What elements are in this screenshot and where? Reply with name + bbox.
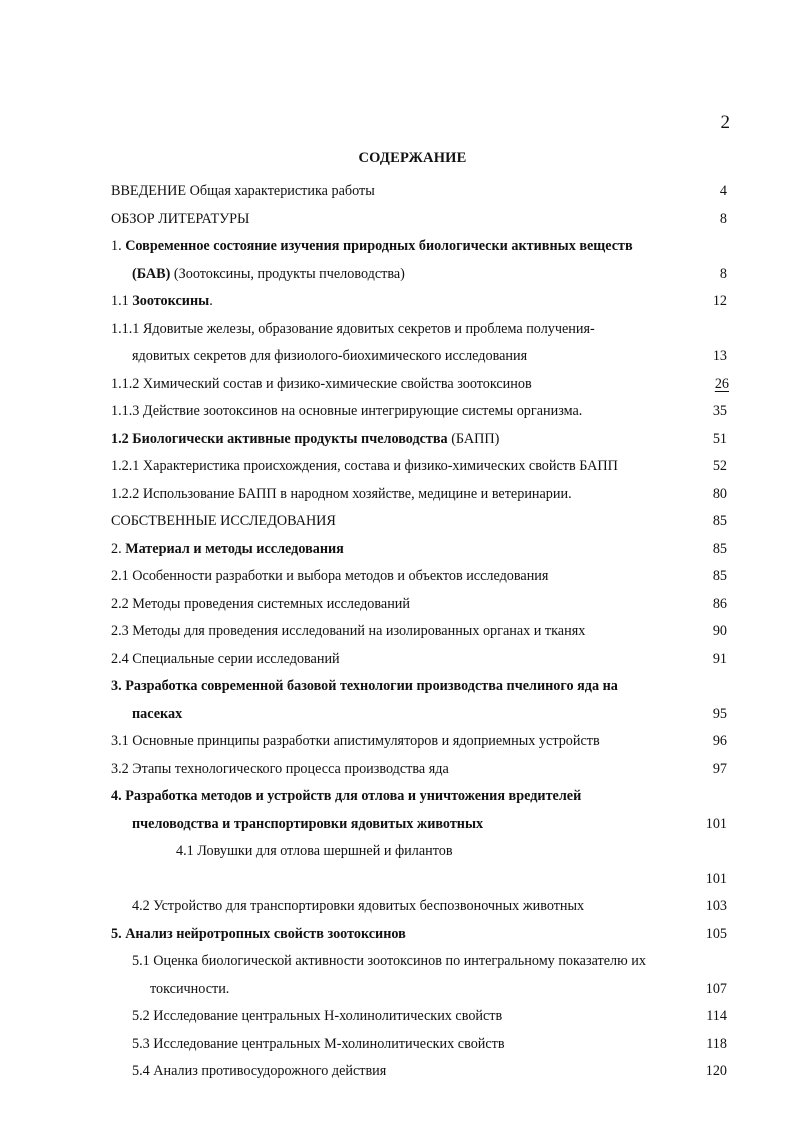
toc-entry-text: ОБЗОР ЛИТЕРАТУРЫ xyxy=(111,210,250,227)
toc-entry-chapter-4 xyxy=(0,783,793,811)
toc-entry-text: 4.2 Устройство для транспортировки ядовитых беспозвоночных животных xyxy=(132,898,585,914)
toc-entry-chapter-1-cont xyxy=(0,261,793,289)
toc-entry-4-2 xyxy=(0,893,793,921)
page-title: СОДЕРЖАНИЕ xyxy=(358,150,467,166)
toc-entry-page: 8 xyxy=(719,265,727,282)
toc-entry-text: 1.2.1 Характеристика происхождения, состава и физико-химических свойств БАПП xyxy=(111,458,618,474)
toc-entry-1-1 xyxy=(0,288,793,316)
toc-entry-2-4 xyxy=(0,646,793,674)
toc-entry-text: 5.4 Анализ противосудорожного действия xyxy=(132,1063,387,1079)
toc-entry-page: 8 xyxy=(719,210,727,227)
toc-entry-text xyxy=(111,536,344,564)
toc-entry-5-1-cont xyxy=(0,976,793,1004)
toc-entry-bold-text: 3. Разработка современной базовой технологии производства пчелиного яда на xyxy=(111,678,618,694)
toc-entry-5-2 xyxy=(0,1003,793,1031)
toc-entry-2-2 xyxy=(0,591,793,619)
toc-entry-page: 90 xyxy=(712,623,727,639)
toc-entry-2-1 xyxy=(0,563,793,591)
toc-entry-text: 4.1 Ловушки для отлова шершней и филантов xyxy=(176,843,453,859)
toc-entry-chapter-2 xyxy=(0,536,793,564)
toc-entry-bold-text: Материал и методы исследования xyxy=(125,540,344,557)
toc-entry-page: 97 xyxy=(712,760,727,777)
toc-entry-4-1-page xyxy=(0,866,793,894)
toc-entry-page: 95 xyxy=(712,705,727,722)
toc-entry-page: 86 xyxy=(712,595,727,612)
toc-entry-page: 85 xyxy=(712,513,727,529)
toc-entry-3-2 xyxy=(0,756,793,784)
toc-entry-5-3 xyxy=(0,1031,793,1059)
page-number: 2 xyxy=(720,112,730,133)
toc-entry-chapter-3-cont xyxy=(0,701,793,729)
toc-entry-page: 52 xyxy=(712,458,727,474)
table-of-contents xyxy=(0,178,793,1086)
toc-entry-chapter-1 xyxy=(0,233,793,261)
toc-entry-chapter-5 xyxy=(0,921,793,949)
toc-entry-text: ВВЕДЕНИЕ Общая характеристика работы xyxy=(111,183,375,199)
toc-entry-page: 13 xyxy=(712,348,727,364)
toc-entry-page: 118 xyxy=(706,1035,727,1052)
toc-entry-prefix: 2. xyxy=(111,540,126,557)
toc-entry-3-1 xyxy=(0,728,793,756)
toc-entry-text: ядовитых секретов для физиолого-биохимического исследования xyxy=(132,348,528,364)
toc-entry-5-4 xyxy=(0,1058,793,1086)
toc-entry-page: 12 xyxy=(712,293,727,309)
toc-entry-text: 2.2 Методы проведения системных исследований xyxy=(111,595,410,612)
toc-entry-own-research xyxy=(0,508,793,536)
toc-entry-bold-text: пасеках xyxy=(132,705,183,722)
toc-entry-page: 26 xyxy=(714,375,729,392)
toc-entry-text xyxy=(111,426,499,454)
toc-entry-page: 35 xyxy=(712,403,727,419)
toc-entry-page: 101 xyxy=(705,815,727,832)
toc-entry-text: 3.1 Основные принципы разработки апистимуляторов и ядоприемных устройств xyxy=(111,733,600,749)
toc-entry-page: 107 xyxy=(705,980,727,997)
toc-entry-page: 120 xyxy=(705,1063,727,1079)
toc-entry-text: 1.2.2 Использование БАПП в народном хозяйстве, медицине и ветеринарии. xyxy=(111,485,572,502)
toc-entry-page: 85 xyxy=(712,568,727,584)
toc-entry-page: 85 xyxy=(712,540,727,557)
toc-entry-text: 1.1.1 Ядовитые железы, образование ядовитых секретов и проблема получения- xyxy=(111,320,595,337)
toc-entry-text xyxy=(111,288,213,316)
toc-entry-text: 1.1.2 Химический состав и физико-химические свойства зоотоксинов xyxy=(111,375,532,392)
toc-entry-prefix: 1.1 xyxy=(111,293,133,309)
toc-entry-page: 103 xyxy=(705,898,727,914)
toc-entry-prefix: 1. xyxy=(111,238,126,254)
toc-entry-text: СОБСТВЕННЫЕ ИССЛЕДОВАНИЯ xyxy=(111,513,336,529)
toc-entry-bold-text: Современное состояние изучения природных биологически активных веществ xyxy=(125,238,633,254)
toc-entry-text xyxy=(111,233,633,261)
toc-entry-bold-text: Зоотоксины xyxy=(132,293,210,309)
toc-entry-text: 3.2 Этапы технологического процесса производства яда xyxy=(111,760,449,777)
toc-entry-bold-text: 4. Разработка методов и устройств для отлова и уничтожения вредителей xyxy=(111,788,582,804)
toc-entry-page: 51 xyxy=(712,430,727,447)
toc-entry-4-1 xyxy=(0,838,793,866)
toc-entry-text: 2.4 Специальные серии исследований xyxy=(111,650,340,667)
toc-entry-2-3 xyxy=(0,618,793,646)
toc-entry-bold-text: (БАВ) xyxy=(132,265,171,282)
toc-entry-text xyxy=(132,261,405,289)
toc-entry-text: 2.1 Особенности разработки и выбора методов и объектов исследования xyxy=(111,568,549,584)
toc-entry-bold-text: 5. Анализ нейротропных свойств зоотоксинов xyxy=(111,925,406,942)
toc-entry-page: 114 xyxy=(706,1008,727,1024)
toc-entry-plain-text: (БАПП) xyxy=(447,430,500,447)
toc-entry-literature-review xyxy=(0,206,793,234)
toc-entry-page: 80 xyxy=(712,485,727,502)
toc-entry-1-2-1 xyxy=(0,453,793,481)
toc-entry-text: 2.3 Методы для проведения исследований на изолированных органах и тканях xyxy=(111,623,586,639)
toc-entry-chapter-4-cont xyxy=(0,811,793,839)
toc-entry-page: 101 xyxy=(705,870,727,887)
toc-entry-1-1-1-cont xyxy=(0,343,793,371)
toc-entry-5-1 xyxy=(0,948,793,976)
toc-entry-text: 5.1 Оценка биологической активности зоотоксинов по интегральному показателю их xyxy=(132,953,646,969)
toc-entry-page: 105 xyxy=(705,925,727,942)
toc-entry-bold-text: 1.2 Биологически активные продукты пчеловодства xyxy=(111,430,448,447)
toc-entry-text: токсичности. xyxy=(150,980,230,997)
toc-entry-page: 4 xyxy=(719,183,727,199)
toc-entry-1-1-1 xyxy=(0,316,793,344)
toc-entry-text: 1.1.3 Действие зоотоксинов на основные интегрирующие системы организма. xyxy=(111,403,583,419)
toc-entry-plain-text: (Зоотоксины, продукты пчеловодства) xyxy=(170,265,405,282)
toc-entry-page: 91 xyxy=(712,650,727,667)
toc-entry-1-1-3 xyxy=(0,398,793,426)
toc-entry-page: 96 xyxy=(712,733,727,749)
toc-entry-plain-text: . xyxy=(209,293,213,309)
toc-entry-text: 5.2 Исследование центральных Н-холинолитических свойств xyxy=(132,1008,503,1024)
toc-entry-1-2-2 xyxy=(0,481,793,509)
toc-entry-1-1-2 xyxy=(0,371,793,399)
toc-entry-1-2 xyxy=(0,426,793,454)
toc-entry-bold-text: пчеловодства и транспортировки ядовитых животных xyxy=(132,815,484,832)
toc-entry-text: 5.3 Исследование центральных М-холинолитических свойств xyxy=(132,1035,505,1052)
toc-entry-introduction xyxy=(0,178,793,206)
toc-entry-chapter-3 xyxy=(0,673,793,701)
